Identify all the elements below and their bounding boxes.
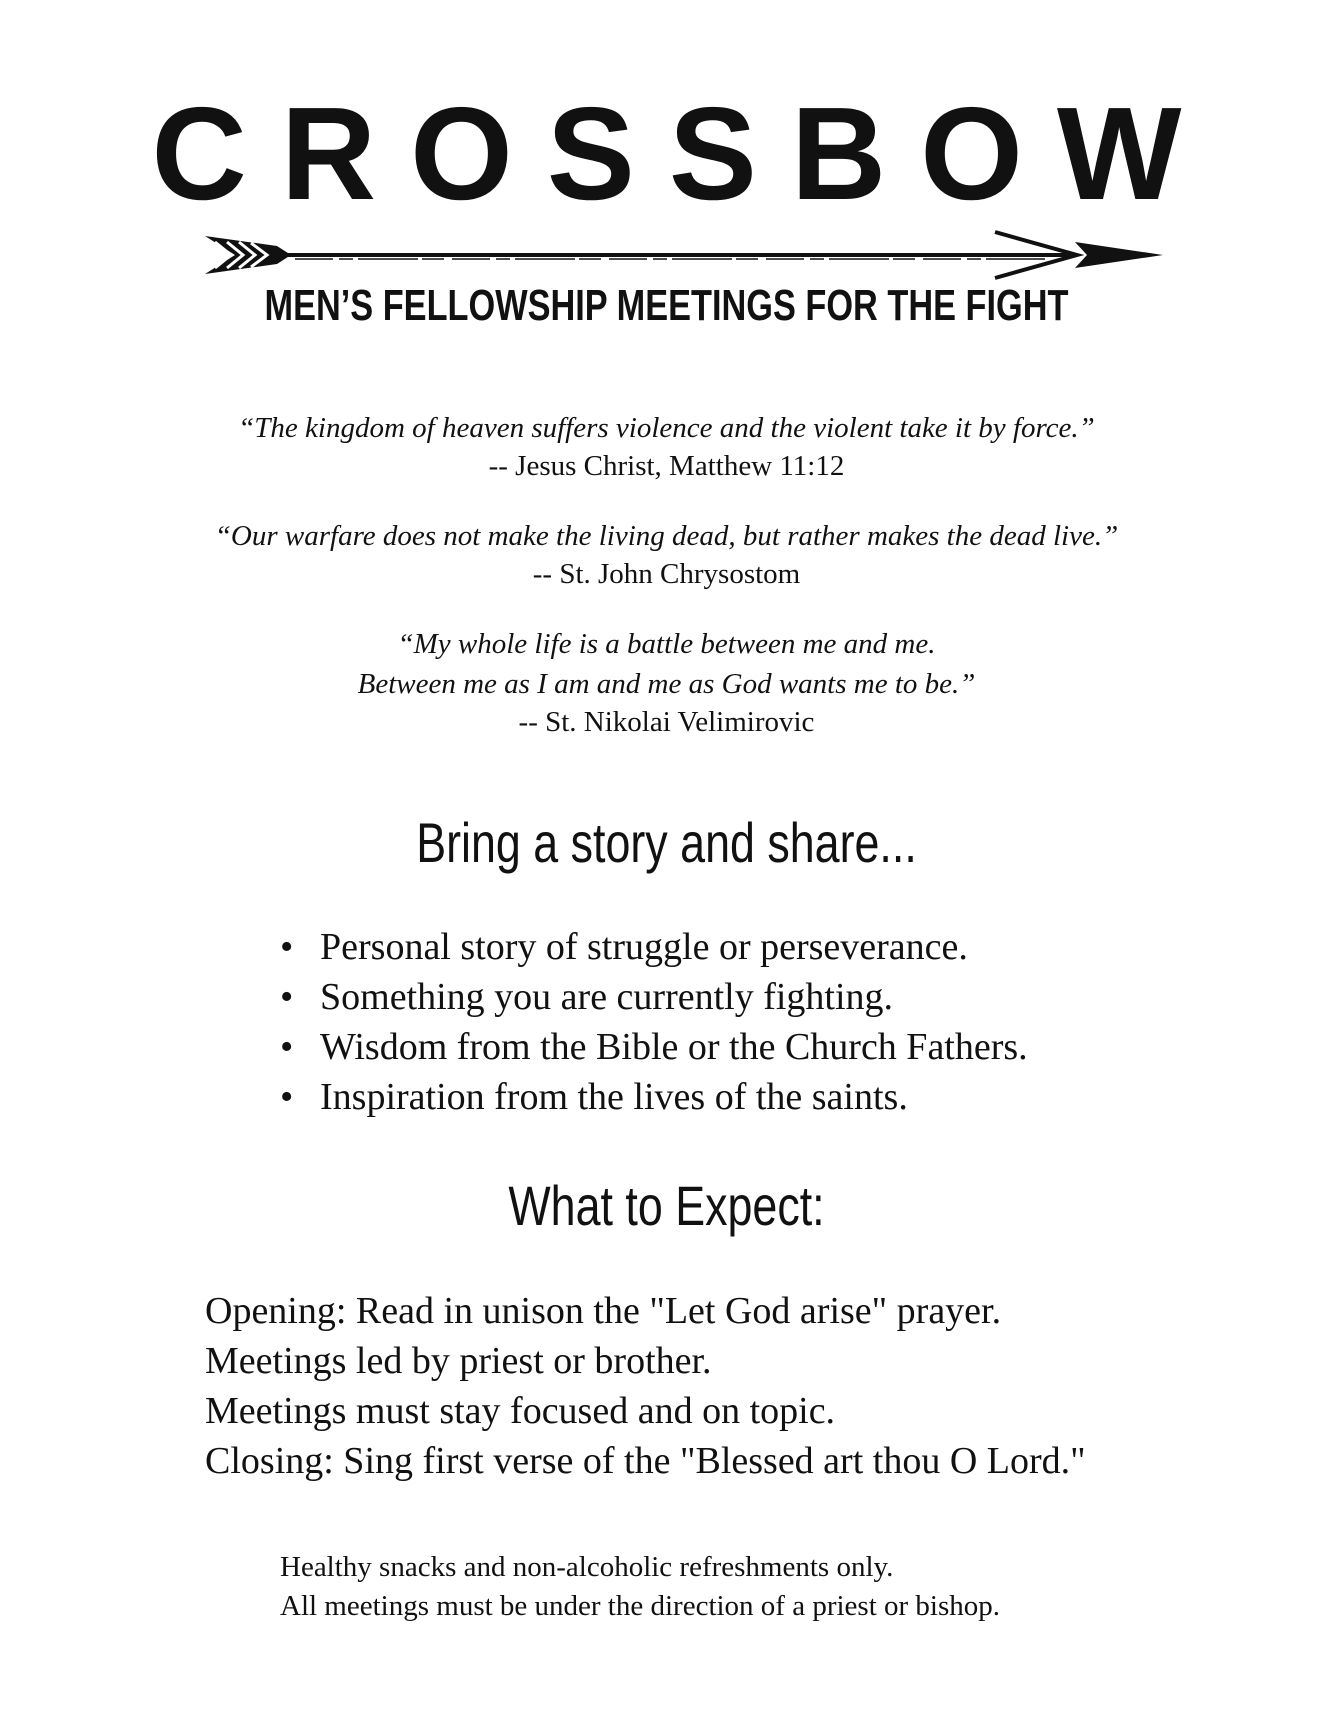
- share-heading: Bring a story and share...: [416, 811, 917, 874]
- quotes-section: [0, 408, 1333, 772]
- list-item-text: Personal story of struggle or perseverance.: [320, 926, 968, 968]
- bullet-icon: •: [280, 1076, 294, 1118]
- quote-text: “My whole life is a battle between me and me.: [397, 628, 936, 660]
- list-item-text: Inspiration from the lives of the saints.: [320, 1076, 908, 1118]
- list-item: [280, 1022, 1028, 1072]
- quote-text: Between me as I am and me as God wants me to be.”: [357, 668, 976, 700]
- quote-block: [0, 408, 1333, 484]
- quote-author: -- St. John Chrysostom: [532, 558, 801, 590]
- expect-item: Meetings must stay focused and on topic.: [205, 1390, 836, 1432]
- arrow-icon: [205, 228, 1165, 284]
- list-item: [280, 972, 1028, 1022]
- logo-title: CROSSBOW: [151, 80, 1216, 227]
- bullet-icon: •: [280, 976, 294, 1018]
- expect-list: [205, 1286, 1086, 1486]
- quote-text: “The kingdom of heaven suffers violence and the violent take it by force.”: [238, 412, 1095, 444]
- quote-author: -- Jesus Christ, Matthew 11:12: [488, 450, 845, 482]
- expect-heading: What to Expect:: [508, 1174, 825, 1237]
- list-item: [280, 1072, 1028, 1122]
- note-line: All meetings must be under the direction of a priest or bishop.: [280, 1590, 1001, 1622]
- quote-text: “Our warfare does not make the living dead, but rather makes the dead live.”: [214, 520, 1119, 552]
- bullet-icon: •: [280, 1026, 294, 1068]
- expect-item: Meetings led by priest or brother.: [205, 1340, 712, 1382]
- quote-author: -- St. Nikolai Velimirovic: [518, 706, 815, 738]
- notes: [280, 1548, 1000, 1626]
- quote-block: [0, 624, 1333, 740]
- expect-item: Closing: Sing first verse of the "Blessed art thou O Lord.": [205, 1440, 1086, 1482]
- bullet-icon: •: [280, 926, 294, 968]
- expect-item: Opening: Read in unison the "Let God arise" prayer.: [205, 1290, 1002, 1332]
- list-item-text: Something you are currently fighting.: [320, 976, 894, 1018]
- quote-block: [0, 516, 1333, 592]
- list-item-text: Wisdom from the Bible or the Church Fathers.: [320, 1026, 1028, 1068]
- note-line: Healthy snacks and non-alcoholic refreshments only.: [280, 1551, 894, 1583]
- share-list: [280, 922, 1028, 1122]
- subtitle: MEN’S FELLOWSHIP MEETINGS FOR THE FIGHT: [264, 281, 1069, 330]
- list-item: [280, 922, 1028, 972]
